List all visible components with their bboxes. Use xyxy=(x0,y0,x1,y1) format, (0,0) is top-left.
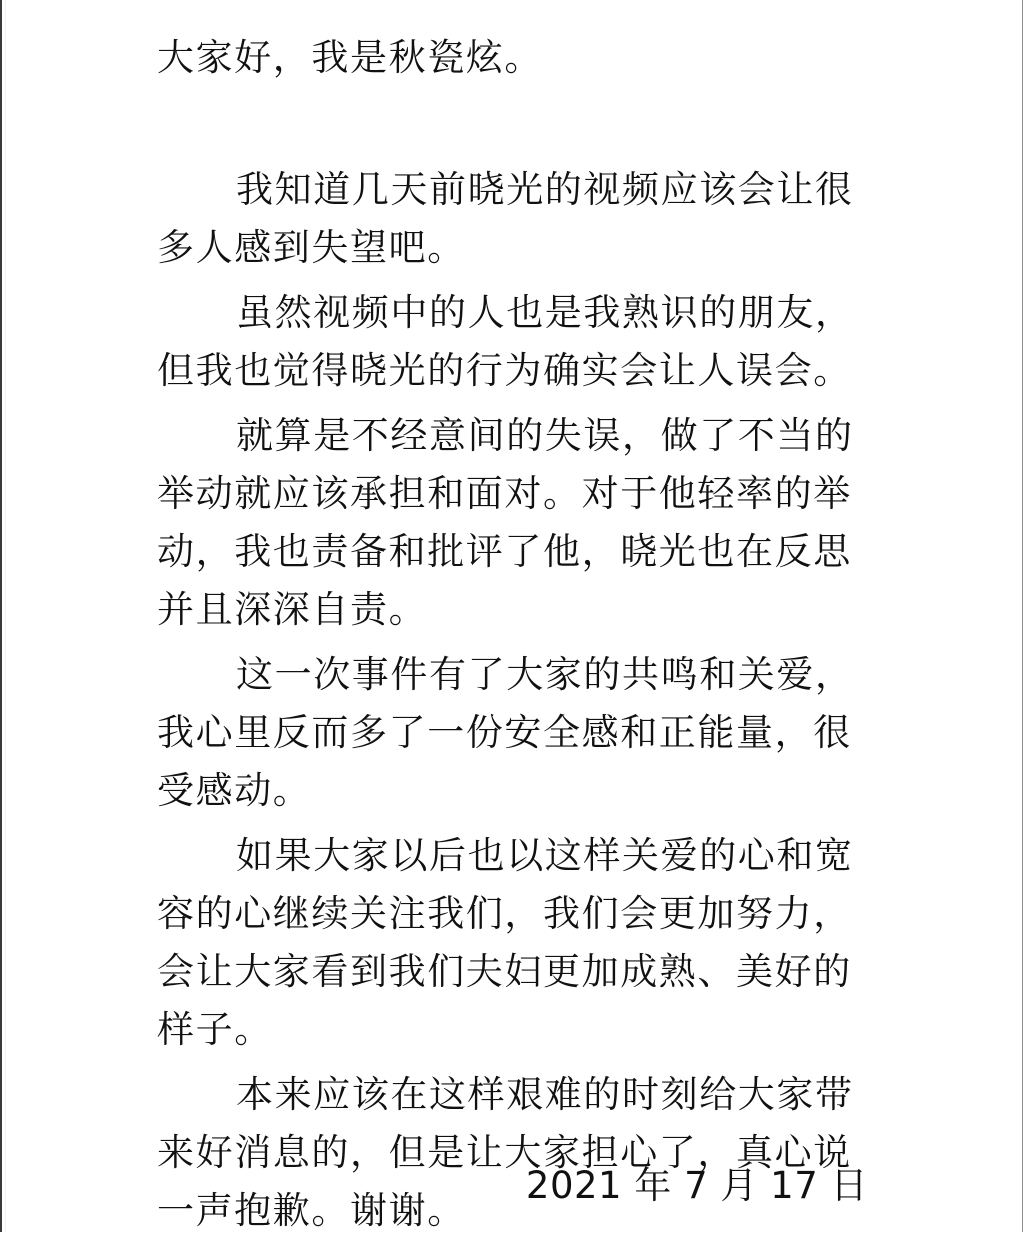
signature-date: 2021 年 7 月 17 日 xyxy=(525,1164,868,1207)
paragraph-4: 这一次事件有了大家的共鸣和关爱，我心里反而多了一份安全感和正能量，很受感动。 xyxy=(157,653,854,812)
paragraph-3: 就算是不经意间的失误，做了不当的举动就应该承担和面对。对于他轻率的举动，我也责备和批评了他，晓光也在反思并且深深自责。 xyxy=(157,414,854,631)
paragraph-1: 我知道几天前晓光的视频应该会让很多人感到失望吧。 xyxy=(157,168,854,269)
left-border-shadow xyxy=(5,0,6,1232)
left-border xyxy=(0,0,2,1232)
paragraph-6: 本来应该在这样艰难的时刻给大家带来好消息的，但是让大家担心了，真心说一声抱歉。谢谢。 xyxy=(157,1073,854,1232)
paragraph-5: 如果大家以后也以这样关爱的心和宽容的心继续关注我们，我们会更加努力，会让大家看到我们夫妇更加成熟、美好的样子。 xyxy=(157,834,854,1051)
statement-body xyxy=(157,161,873,1247)
greeting-line: 大家好，我是秋瓷炫。 xyxy=(157,36,543,79)
right-border xyxy=(1022,0,1023,1232)
paragraph-2: 虽然视频中的人也是我熟识的朋友，但我也觉得晓光的行为确实会让人误会。 xyxy=(157,291,854,392)
